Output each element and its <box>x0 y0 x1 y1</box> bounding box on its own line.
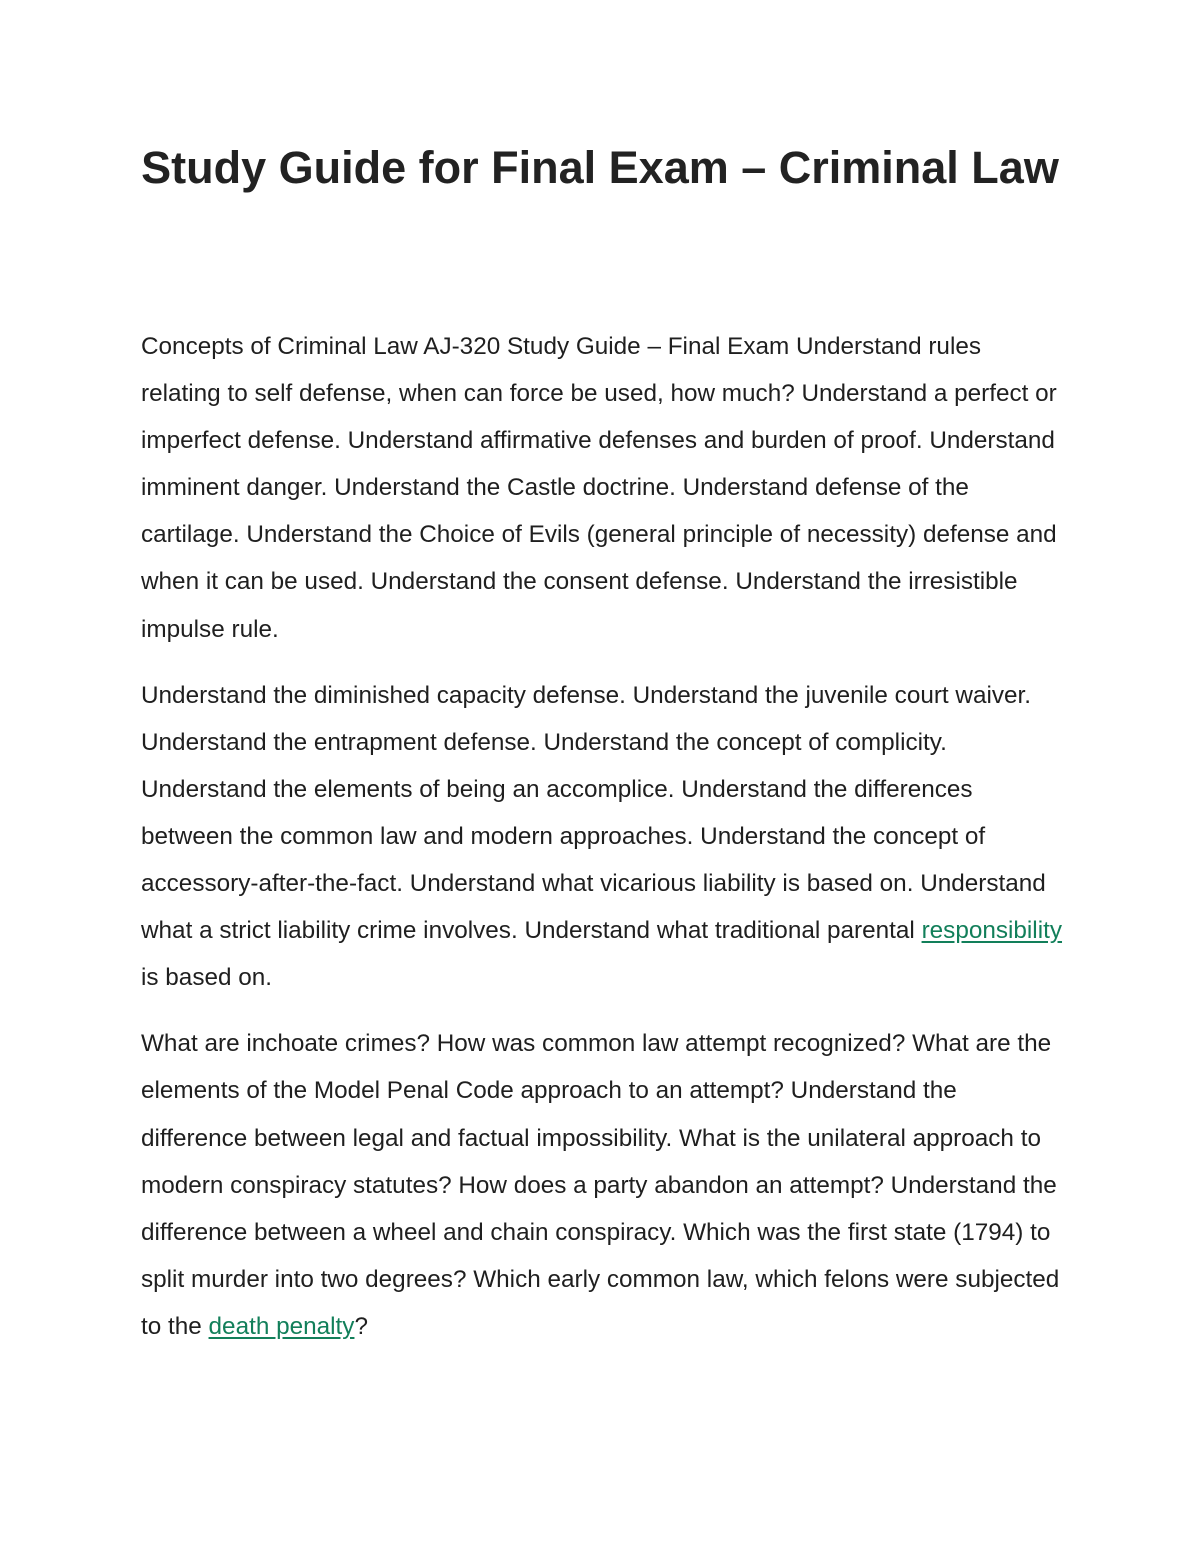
document-body <box>141 323 1066 1369</box>
paragraph-text: Understand the diminished capacity defense. Understand the juvenile court waiver. Understand the entrapment defense. Understand the concept of complicity. Understand the elements of being an accomplice. Understand the differences between the common law and modern approaches. Understand the concept of accessory-after-the-fact. Understand what vicarious liability is based on. Understand what a strict liability crime involves. Understand what traditional parental <box>141 681 1046 945</box>
paragraph-text: is based on. <box>141 964 273 992</box>
page-title: Study Guide for Final Exam – Criminal Law <box>141 142 1059 193</box>
paragraph-inchoate-crimes <box>141 1020 1066 1350</box>
death-penalty-link[interactable]: death penalty <box>208 1312 355 1340</box>
paragraph-self-defense: Concepts of Criminal Law AJ-320 Study Guide – Final Exam Understand rules relating to self defense, when can force be used, how much? Understand a perfect or imperfect defense. Understand affirmative defenses and burden of proof. Understand imminent danger. Understand the Castle doctrine. Understand defense of the cartilage. Understand the Choice of Evils (general principle of necessity) defense and when it can be used. Understand the consent defense. Understand the irresistible impulse rule. <box>141 333 1057 643</box>
paragraph-defenses-complicity <box>141 672 1066 1002</box>
responsibility-link[interactable]: responsibility <box>921 917 1063 945</box>
paragraph-text: ? <box>354 1312 368 1340</box>
paragraph-text: What are inchoate crimes? How was common law attempt recognized? What are the elements of the Model Penal Code approach to an attempt? Understand the difference between legal and factual impossibility. What is the unilateral approach to modern conspiracy statutes? How does a party abandon an attempt? Understand the difference between a wheel and chain conspiracy. Which was the first state (1794) to split murder into two degrees? Which early common law, which felons were subjected to the <box>141 1030 1060 1340</box>
